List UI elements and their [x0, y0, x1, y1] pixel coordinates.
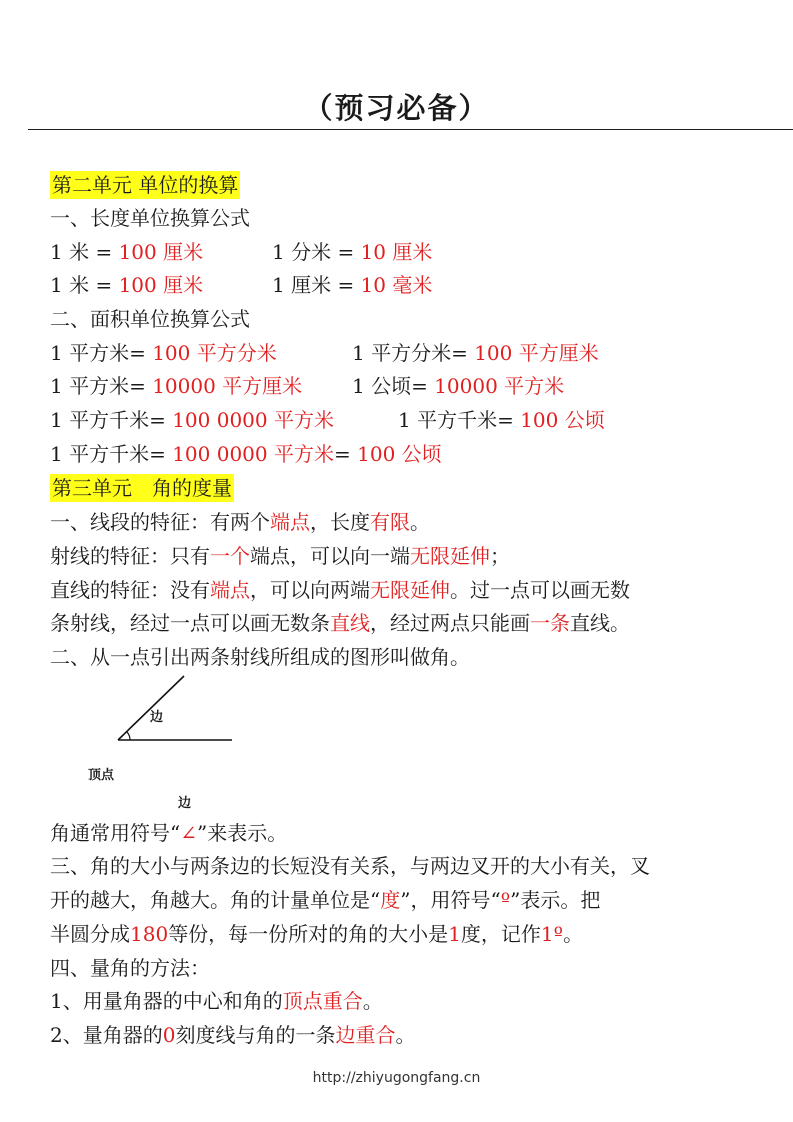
area-row-3 [50, 407, 334, 433]
p9-c: 等份，每一份所对的角的大小是 [168, 922, 449, 946]
p12-b: 0 [162, 1023, 176, 1047]
area-row-4-c: = [334, 442, 358, 466]
area-row-2-left-value: 10000 平方厘米 [152, 374, 303, 398]
area-row-2-right-label: 1 公顷= [352, 374, 435, 398]
area-row-1-left-value: 100 平方分米 [152, 341, 277, 365]
p4-a: 条射线，经过一点可以画无数条 [50, 611, 330, 635]
p1-b: 端点 [270, 510, 310, 534]
p9-g: 。 [563, 922, 584, 946]
p1-e: 。 [410, 510, 430, 534]
ray-feature-line [50, 543, 510, 569]
p8-d: º [500, 888, 511, 912]
length-row-1-left-label: 1 米 = [50, 240, 119, 264]
p4-e: 直线。 [570, 611, 630, 635]
p11-c: 。 [362, 989, 383, 1013]
p9-d: 1 [448, 922, 461, 946]
p9-b: 180 [130, 922, 169, 946]
diagram-side-label-top: 边 [150, 710, 164, 725]
length-heading: 一、长度单位换算公式 [50, 206, 250, 230]
p6-b: ∠ [180, 821, 197, 845]
p12-d: 边重合 [335, 1023, 396, 1047]
p3-e: 。过一点可以画无数 [450, 578, 630, 602]
p9-f: 1º [540, 922, 564, 946]
length-row-2 [50, 272, 203, 298]
diagram-vertex-label: 顶点 [88, 768, 115, 783]
p2-d: 无限延伸 [410, 544, 490, 568]
p12-e: 。 [395, 1023, 416, 1047]
area-row-3-left-label: 1 平方千米= [50, 408, 173, 432]
p8-a: 开的越大，角越大。角的计量单位是“ [50, 888, 381, 912]
angle-definition: 二、从一点引出两条射线所组成的图形叫做角。 [50, 645, 470, 669]
p3-a: 直线的特征：没有 [50, 578, 210, 602]
unit2-heading-text: 第二单元 单位的换算 [52, 173, 239, 197]
area-row-1 [50, 340, 277, 366]
p4-d: 一条 [530, 611, 570, 635]
area-row-1-right-value: 100 平方厘米 [474, 341, 599, 365]
length-row-2-col2 [272, 272, 432, 298]
title-divider [28, 129, 793, 130]
unit2-heading [50, 172, 240, 198]
angle-symbol-line [50, 820, 287, 846]
area-row-2-right-value: 10000 平方米 [434, 374, 565, 398]
p3-b: 端点 [210, 578, 250, 602]
p4-b: 直线 [330, 611, 370, 635]
area-row-2-col2 [352, 373, 564, 399]
length-row-2-right-label: 1 厘米 = [272, 273, 361, 297]
p8-c: ”，用符号“ [400, 888, 501, 912]
p11-a: 1、用量角器的中心和角的 [50, 989, 283, 1013]
p6-a: 角通常用符号“ [50, 821, 181, 845]
segment-feature-line [50, 509, 430, 535]
p2-c: 端点，可以向一端 [250, 544, 410, 568]
p12-a: 2、量角器的 [50, 1023, 163, 1047]
area-row-4-d: 100 公顷 [357, 442, 442, 466]
measure-step-2 [50, 1022, 415, 1048]
length-row-1 [50, 239, 203, 265]
length-row-1-col2 [272, 239, 432, 265]
p11-b: 顶点重合 [282, 989, 363, 1013]
unit3-heading-text: 第三单元 角的度量 [52, 476, 232, 500]
p4-c: ，经过两点只能画 [370, 611, 530, 635]
line-feature-line [50, 577, 630, 603]
p3-d: 无限延伸 [370, 578, 450, 602]
area-row-2 [50, 373, 302, 399]
p12-c: 刻度线与角的一条 [175, 1023, 336, 1047]
p6-c: ”来表示。 [197, 821, 288, 845]
angle-size-line-3 [50, 921, 583, 947]
p9-e: 度，记作 [460, 922, 541, 946]
area-heading: 二、面积单位换算公式 [50, 307, 250, 331]
diagram-side-label-bottom: 边 [178, 796, 192, 811]
area-row-1-left-label: 1 平方米= [50, 341, 153, 365]
area-row-3-left-value: 100 0000 平方米 [172, 408, 334, 432]
p1-a: 一、线段的特征：有两个 [50, 510, 270, 534]
angle-arc [127, 732, 130, 740]
length-row-1-right-label: 1 分米 = [272, 240, 361, 264]
p2-e: ； [490, 544, 510, 568]
length-row-1-right-value: 10 厘米 [360, 240, 433, 264]
page-title: （预习必备） [303, 91, 490, 125]
measure-method-heading: 四、量角的方法： [50, 956, 210, 980]
p2-a: 射线的特征：只有 [50, 544, 210, 568]
length-row-2-right-value: 10 毫米 [360, 273, 433, 297]
length-row-1-left-value: 100 厘米 [118, 240, 204, 264]
p8-b: 度 [380, 888, 401, 912]
area-row-1-col2 [352, 340, 599, 366]
unit3-heading [50, 475, 234, 501]
angle-size-line-2 [50, 887, 600, 913]
p9-a: 半圆分成 [50, 922, 130, 946]
area-row-2-left-label: 1 平方米= [50, 374, 153, 398]
area-row-4-b: 100 0000 平方米 [172, 442, 334, 466]
angle-diagram [50, 668, 290, 818]
p2-b: 一个 [210, 544, 250, 568]
angle-size-line-1: 三、角的大小与两条边的长短没有关系，与两边叉开的大小有关，叉 [50, 854, 650, 878]
area-row-1-right-label: 1 平方分米= [352, 341, 475, 365]
measure-step-1 [50, 988, 383, 1014]
footer-url: http://zhiyugongfang.cn [312, 1070, 481, 1086]
angle-figure [50, 668, 290, 818]
area-row-3-right-value: 100 公顷 [520, 408, 605, 432]
area-row-4-a: 1 平方千米= [50, 442, 173, 466]
p1-c: ，长度 [310, 510, 370, 534]
p8-e: ”表示。把 [510, 888, 601, 912]
line-feature-continued [50, 610, 630, 636]
p3-c: ，可以向两端 [250, 578, 370, 602]
area-row-4 [50, 441, 442, 467]
length-row-2-left-label: 1 米 = [50, 273, 119, 297]
length-row-2-left-value: 100 厘米 [118, 273, 204, 297]
area-row-3-col2 [398, 407, 605, 433]
p1-d: 有限 [370, 510, 410, 534]
area-row-3-right-label: 1 平方千米= [398, 408, 521, 432]
